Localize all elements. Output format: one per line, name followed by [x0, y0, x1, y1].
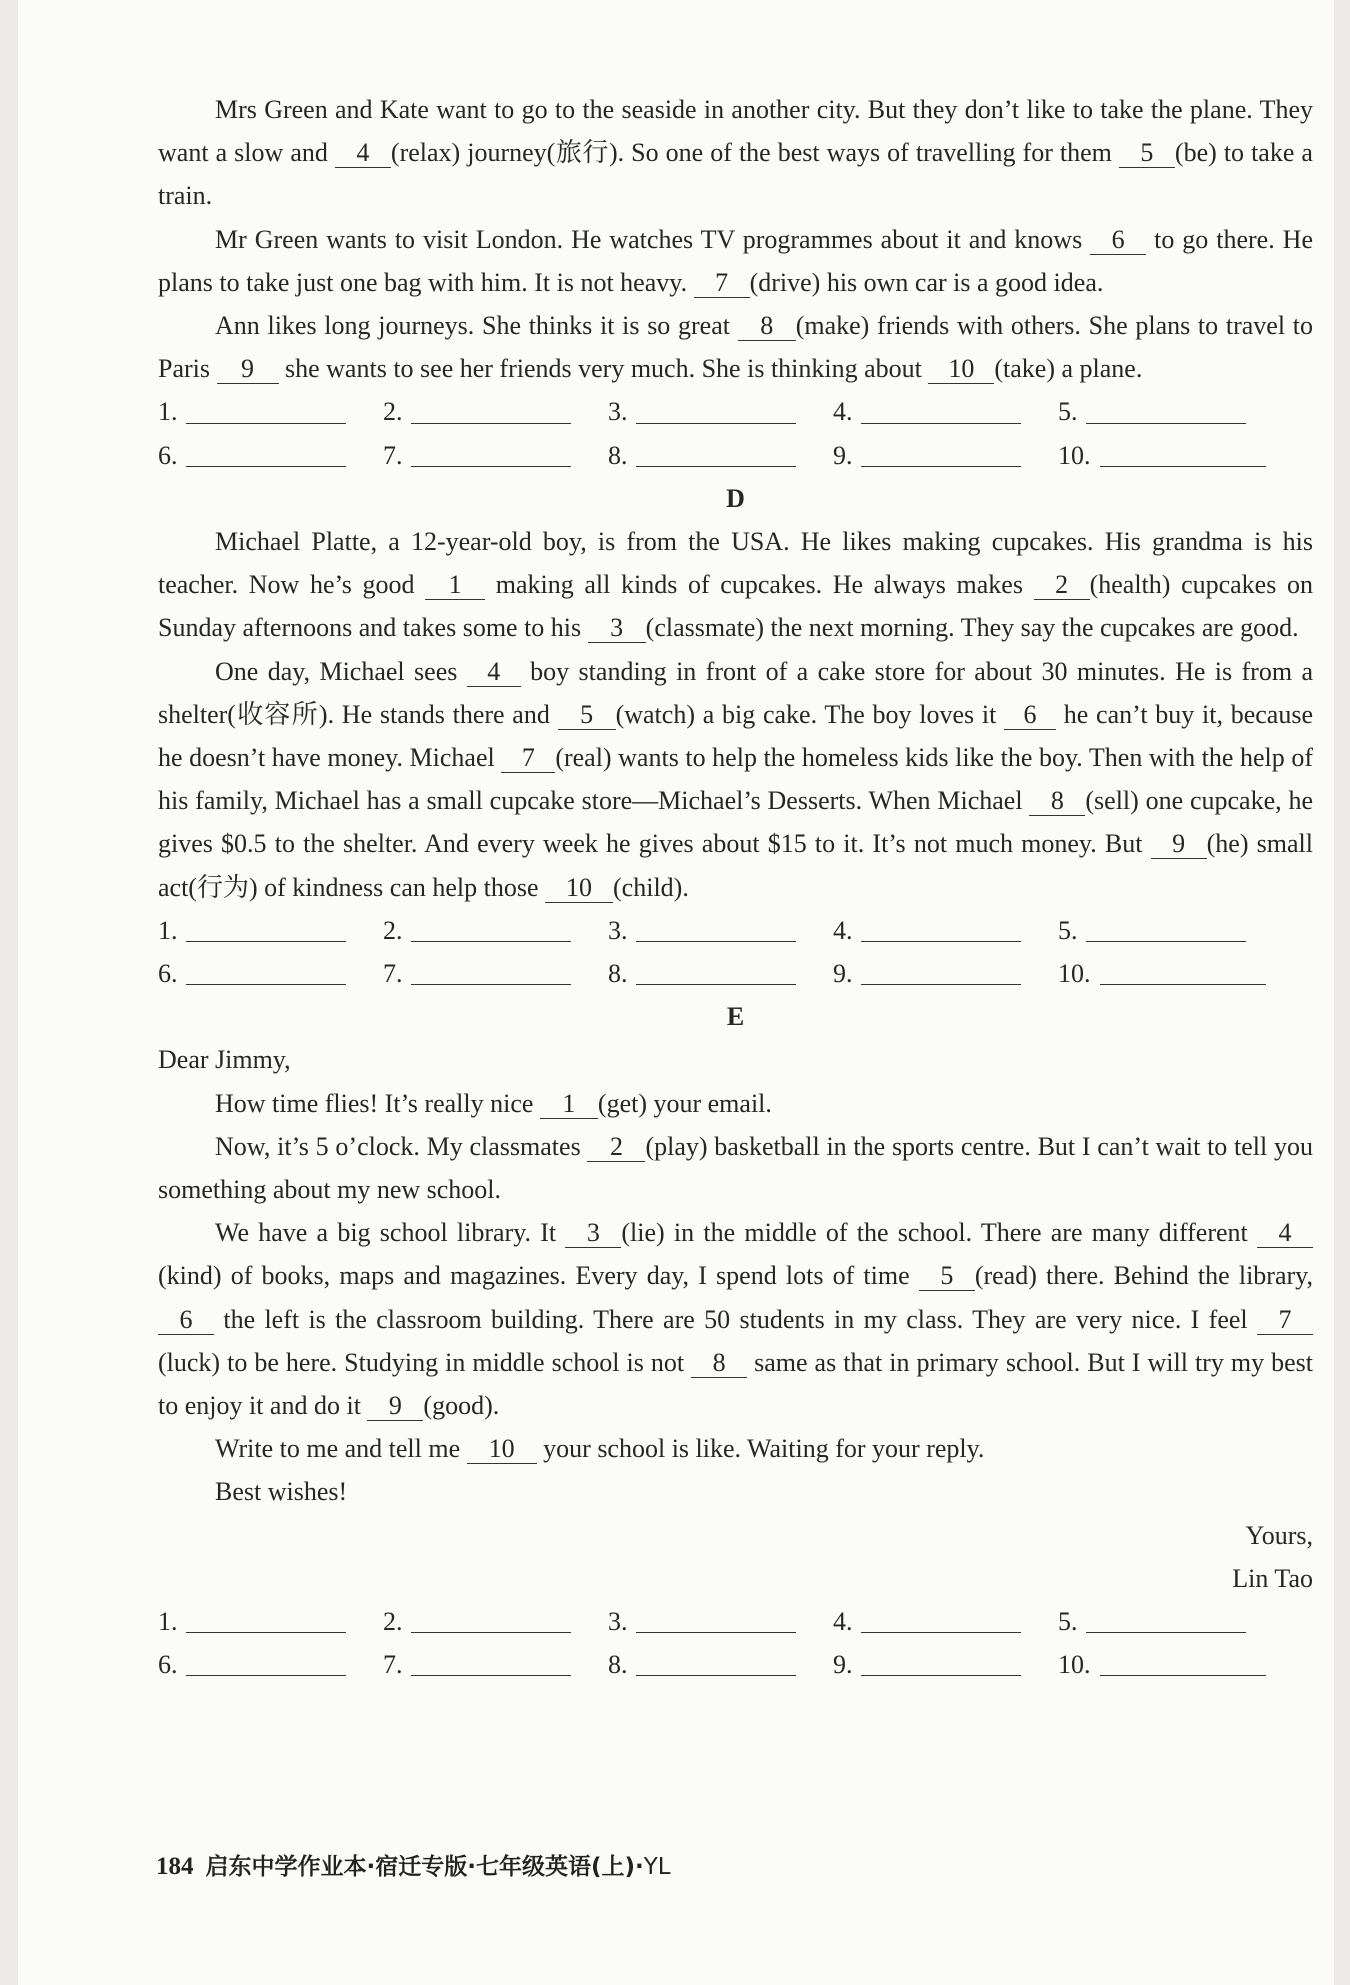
answer-line[interactable] — [186, 919, 346, 942]
book-edition-code: YL — [643, 1854, 671, 1880]
answer-row-d-2 — [158, 952, 1313, 995]
passage-text: One day, Michael sees — [215, 656, 467, 686]
answer-number: 8. — [608, 959, 628, 989]
fill-blank: 10 — [467, 1435, 537, 1464]
passage-text: (real) wants to help the homeless kids like the boy. Then with the help of his family, Michael has a small cupcake store—Michael’s Desserts. When Michael — [158, 743, 1314, 816]
answer-number: 8. — [608, 440, 628, 470]
answer-line[interactable] — [861, 444, 1021, 467]
answer-line[interactable] — [861, 919, 1021, 942]
answer-number: 10. — [1058, 440, 1091, 470]
answer-line[interactable] — [411, 444, 571, 467]
answer-number: 1. — [158, 1607, 178, 1637]
answer-slot[interactable] — [833, 1600, 1058, 1643]
answer-line[interactable] — [411, 1653, 571, 1676]
answer-slot[interactable] — [383, 952, 608, 995]
answer-line[interactable] — [1086, 1610, 1246, 1633]
passage-text: Mr Green wants to visit London. He watches TV programmes about it and knows — [215, 224, 1091, 254]
letter-sign-off: Yours, — [1245, 1520, 1313, 1550]
answer-line[interactable] — [411, 401, 571, 424]
answer-slot[interactable] — [833, 909, 1058, 952]
fill-blank: 5 — [558, 701, 616, 730]
passage-text: (be) to take a train. — [158, 138, 1313, 211]
answer-row-e-1 — [158, 1600, 1313, 1643]
fill-blank: 9 — [1151, 830, 1207, 859]
answer-line[interactable] — [861, 401, 1021, 424]
page-number: 184 — [156, 1853, 194, 1880]
fill-blank: 8 — [1029, 787, 1085, 816]
answer-line[interactable] — [186, 444, 346, 467]
answer-slot[interactable] — [158, 390, 383, 433]
fill-blank: 10 — [928, 355, 994, 384]
passage-text: (health) cupcakes on Sunday afternoons and takes some to his — [158, 570, 1313, 643]
answer-number: 6. — [158, 1650, 178, 1680]
answer-slot[interactable] — [833, 952, 1058, 995]
answer-number: 9. — [833, 1650, 853, 1680]
answer-line[interactable] — [636, 1610, 796, 1633]
fill-blank: 6 — [1004, 701, 1056, 730]
fill-blank: 1 — [425, 571, 485, 600]
answer-slot[interactable] — [1058, 952, 1283, 995]
passage-text: (get) your email. — [597, 1088, 772, 1118]
passage-text: (classmate) the next morning. They say the cupcakes are good. — [645, 613, 1299, 643]
passage-text: We have a big school library. It — [215, 1218, 566, 1248]
answer-number: 4. — [833, 1607, 853, 1637]
passage-text: the left is the classroom building. There are 50 students in my class. They are very nice. I feel — [214, 1304, 1257, 1334]
answer-row-c-1 — [158, 390, 1313, 433]
passage-text: (luck) to be here. Studying in middle school is not — [158, 1347, 692, 1377]
answer-number: 5. — [1058, 397, 1078, 427]
answer-number: 3. — [608, 397, 628, 427]
answer-line[interactable] — [861, 1610, 1021, 1633]
answer-slot[interactable] — [608, 1643, 833, 1686]
answer-number: 6. — [158, 959, 178, 989]
answer-slot[interactable] — [383, 390, 608, 433]
passage-e-paragraph-2 — [158, 1125, 1313, 1211]
passage-text: Michael Platte, a 12-year-old boy, is from the USA. He likes making cupcakes. His grandma is his teacher. Now he’s good — [158, 527, 1313, 600]
fill-blank: 6 — [1090, 226, 1146, 255]
answer-slot[interactable] — [833, 1643, 1058, 1686]
passage-c-paragraph-3 — [158, 304, 1313, 390]
answer-slot[interactable] — [833, 390, 1058, 433]
section-e-title: E — [726, 1002, 745, 1032]
answer-slot[interactable] — [1058, 909, 1283, 952]
answer-line[interactable] — [186, 962, 346, 985]
section-d-title: D — [726, 483, 745, 513]
passage-text: your school is like. Waiting for your reply. — [536, 1434, 985, 1464]
answer-number: 9. — [833, 959, 853, 989]
answer-number: 9. — [833, 440, 853, 470]
passage-text: (sell) one cupcake, he gives $0.5 to the shelter. And every week he gives about $15 to it. It’s not much money. But — [158, 786, 1313, 859]
answer-line[interactable] — [1100, 1653, 1266, 1676]
fill-blank: 6 — [158, 1306, 214, 1335]
passage-text: (child). — [613, 872, 689, 902]
fill-blank: 2 — [1034, 571, 1090, 600]
answer-line[interactable] — [636, 401, 796, 424]
passage-text: Mrs Green and Kate want to go to the seaside in another city. But they don’t like to take the plane. They want a slow and — [158, 95, 1313, 168]
fill-blank: 4 — [467, 658, 521, 687]
passage-text: to go there. He plans to take just one bag with him. It is not heavy. — [158, 224, 1313, 297]
fill-blank: 7 — [1257, 1306, 1313, 1335]
answer-slot[interactable] — [158, 909, 383, 952]
answer-line[interactable] — [186, 401, 346, 424]
answer-slot[interactable] — [383, 1643, 608, 1686]
fill-blank: 4 — [1257, 1219, 1313, 1248]
answer-line[interactable] — [1086, 919, 1246, 942]
book-title: 启东中学作业本·宿迁专版·七年级英语(上)· — [205, 1854, 644, 1880]
answer-number: 8. — [608, 1650, 628, 1680]
passage-text: same as that in primary school. But I will try my best to enjoy it and do it — [158, 1347, 1313, 1421]
passage-text: (drive) his own car is a good idea. — [749, 267, 1104, 297]
passage-d-paragraph-1 — [158, 520, 1313, 650]
answer-slot[interactable] — [608, 434, 833, 477]
passage-e-paragraph-3 — [158, 1211, 1313, 1427]
answer-slot[interactable] — [158, 952, 383, 995]
answer-number: 2. — [383, 1607, 403, 1637]
answer-slot[interactable] — [608, 390, 833, 433]
answer-slot[interactable] — [1058, 434, 1283, 477]
passage-text: (kind) of books, maps and magazines. Every day, I spend lots of time — [158, 1261, 919, 1291]
answer-line[interactable] — [861, 1653, 1021, 1676]
passage-text: Ann likes long journeys. She thinks it is so great — [215, 311, 738, 341]
passage-text: Write to me and tell me — [215, 1434, 467, 1464]
answer-slot[interactable] — [158, 434, 383, 477]
answer-slot[interactable] — [608, 909, 833, 952]
passage-text: (watch) a big cake. The boy loves it — [615, 699, 1005, 729]
answer-number: 2. — [383, 397, 403, 427]
passage-text: boy standing in front of a cake store for about 30 minutes. He is from a shelter(收容所). He stands there and — [158, 656, 1314, 729]
passage-text: Now, it’s 5 o’clock. My classmates — [215, 1131, 588, 1161]
answer-number: 4. — [833, 397, 853, 427]
answer-slot[interactable] — [383, 434, 608, 477]
passage-text: (make) friends with others. She plans to travel to Paris — [158, 311, 1313, 384]
answer-slot[interactable] — [1058, 1600, 1283, 1643]
passage-text: (he) small act(行为) of kindness can help those — [158, 829, 1313, 902]
answer-slot[interactable] — [1058, 1643, 1283, 1686]
answer-number: 3. — [608, 1607, 628, 1637]
passage-e-paragraph-1 — [158, 1082, 1313, 1125]
answer-line[interactable] — [411, 1610, 571, 1633]
letter-signature: Lin Tao — [1232, 1563, 1313, 1593]
answer-line[interactable] — [636, 919, 796, 942]
answer-number: 6. — [158, 440, 178, 470]
letter-closing: Best wishes! — [215, 1477, 348, 1507]
fill-blank: 10 — [545, 874, 613, 903]
passage-text: (read) there. Behind the library, — [974, 1261, 1313, 1291]
worksheet-content — [158, 88, 1313, 1686]
passage-c-paragraph-2 — [158, 218, 1313, 304]
fill-blank: 5 — [919, 1262, 975, 1291]
fill-blank: 2 — [587, 1133, 645, 1162]
passage-text: How time flies! It’s really nice — [215, 1088, 540, 1118]
answer-slot[interactable] — [158, 1643, 383, 1686]
answer-slot[interactable] — [608, 1600, 833, 1643]
passage-text: making all kinds of cupcakes. He always makes — [485, 570, 1034, 600]
passage-text: (take) a plane. — [994, 354, 1143, 384]
worksheet-page — [18, 0, 1334, 1985]
answer-number: 5. — [1058, 915, 1078, 945]
answer-line[interactable] — [411, 962, 571, 985]
fill-blank: 8 — [691, 1349, 747, 1378]
answer-line[interactable] — [861, 962, 1021, 985]
answer-number: 10. — [1058, 1650, 1091, 1680]
answer-number: 7. — [383, 1650, 403, 1680]
answer-line[interactable] — [1100, 962, 1266, 985]
fill-blank: 8 — [738, 312, 796, 341]
fill-blank: 7 — [501, 744, 555, 773]
fill-blank: 9 — [217, 355, 279, 384]
passage-text: she wants to see her friends very much. She is thinking about — [278, 354, 929, 384]
fill-blank: 4 — [335, 139, 391, 168]
answer-number: 1. — [158, 915, 178, 945]
answer-number: 1. — [158, 397, 178, 427]
answer-line[interactable] — [636, 1653, 796, 1676]
passage-e-paragraph-4 — [158, 1427, 1313, 1470]
answer-line[interactable] — [636, 962, 796, 985]
passage-text: (lie) in the middle of the school. There are many different — [621, 1218, 1257, 1248]
answer-slot[interactable] — [1058, 390, 1283, 433]
answer-slot[interactable] — [383, 909, 608, 952]
answer-slot[interactable] — [833, 434, 1058, 477]
passage-text: (relax) journey(旅行). So one of the best ways of travelling for them — [390, 138, 1119, 168]
passage-text: he can’t buy it, because he doesn’t have money. Michael — [158, 699, 1313, 773]
fill-blank: 7 — [694, 269, 750, 298]
answer-line[interactable] — [636, 444, 796, 467]
fill-blank: 3 — [588, 614, 646, 643]
answer-line[interactable] — [1100, 444, 1266, 467]
answer-line[interactable] — [186, 1610, 346, 1633]
letter-greeting: Dear Jimmy, — [158, 1045, 291, 1075]
answer-number: 7. — [383, 440, 403, 470]
answer-slot[interactable] — [383, 1600, 608, 1643]
page-footer — [156, 1848, 671, 1881]
answer-number: 2. — [383, 915, 403, 945]
answer-number: 5. — [1058, 1607, 1078, 1637]
answer-number: 10. — [1058, 959, 1091, 989]
answer-row-d-1 — [158, 909, 1313, 952]
answer-line[interactable] — [1086, 401, 1246, 424]
fill-blank: 9 — [367, 1392, 423, 1421]
passage-d-paragraph-2 — [158, 650, 1313, 909]
fill-blank: 1 — [540, 1090, 598, 1119]
answer-number: 7. — [383, 959, 403, 989]
answer-line[interactable] — [186, 1653, 346, 1676]
answer-slot[interactable] — [158, 1600, 383, 1643]
fill-blank: 5 — [1119, 139, 1175, 168]
passage-text: (good). — [423, 1391, 500, 1421]
answer-slot[interactable] — [608, 952, 833, 995]
answer-line[interactable] — [411, 919, 571, 942]
answer-row-e-2 — [158, 1643, 1313, 1686]
passage-text: (play) basketball in the sports centre. But I can’t wait to tell you something about my new school. — [158, 1131, 1314, 1205]
fill-blank: 3 — [565, 1219, 621, 1248]
answer-number: 3. — [608, 915, 628, 945]
answer-row-c-2 — [158, 434, 1313, 477]
answer-number: 4. — [833, 915, 853, 945]
passage-c-paragraph-1 — [158, 88, 1313, 218]
